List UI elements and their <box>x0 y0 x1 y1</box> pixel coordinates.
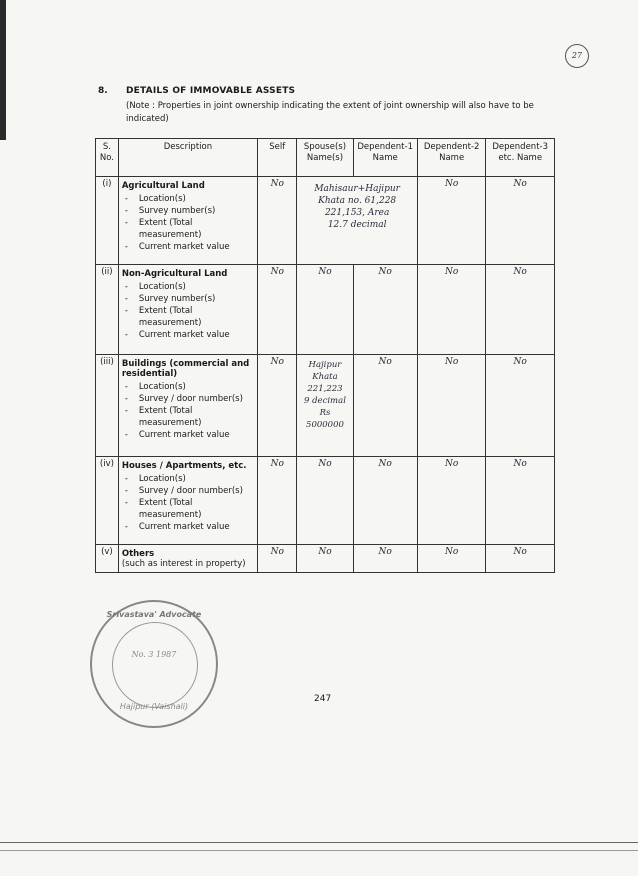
sub-item: - Current market value <box>122 521 254 533</box>
column-header: S. No. <box>96 139 119 177</box>
row-category: Buildings (commercial and residential) <box>121 359 250 379</box>
spouse-value: No <box>297 545 353 573</box>
table-row <box>96 355 555 457</box>
column-header: Dependent-1 Name <box>353 139 417 177</box>
immovable-assets-table <box>95 138 555 573</box>
row-description <box>118 177 257 265</box>
self-value: No <box>257 177 296 265</box>
dep2-value: No <box>417 545 486 573</box>
spouse-value <box>297 177 417 265</box>
handwritten-line: Khata no. 61,228 <box>318 196 397 206</box>
spouse-value: No <box>297 457 353 545</box>
row-category: Others <box>121 549 155 559</box>
section-number: 8. <box>98 86 108 96</box>
column-header: Self <box>257 139 296 177</box>
column-header: Description <box>118 139 257 177</box>
sub-item: - Location(s) <box>122 281 254 293</box>
column-header: Dependent-3 etc. Name <box>486 139 555 177</box>
row-description <box>118 457 257 545</box>
row-category: Agricultural Land <box>121 181 205 191</box>
sub-item: - Extent (Total measurement) <box>122 305 254 329</box>
handwritten-line: Hajipur <box>308 360 342 370</box>
divider <box>0 850 638 851</box>
page-corner-mark: 27 <box>565 44 589 68</box>
sub-item: - Location(s) <box>122 381 254 393</box>
dep2-value: No <box>417 265 486 355</box>
self-value: No <box>257 355 296 457</box>
row-description <box>118 355 257 457</box>
sub-item: - Survey / door number(s) <box>122 393 254 405</box>
row-number: (iii) <box>96 355 119 457</box>
sub-item: - Location(s) <box>122 193 254 205</box>
row-description <box>118 265 257 355</box>
sub-item: - Current market value <box>122 329 254 341</box>
spouse-value <box>297 355 353 457</box>
column-header: Dependent-2 Name <box>417 139 486 177</box>
dep2-value: No <box>417 355 486 457</box>
sub-item: - Extent (Total measurement) <box>122 405 254 429</box>
dep3-value: No <box>486 545 555 573</box>
table-header-row <box>96 139 555 177</box>
table-row <box>96 545 555 573</box>
row-number: (ii) <box>96 265 119 355</box>
stamp-bottom-text: Hajipur (Vaishali) <box>119 702 189 711</box>
sub-item: - Survey number(s) <box>122 293 254 305</box>
dep1-value: No <box>353 457 417 545</box>
handwritten-line: 9 decimal <box>304 396 346 406</box>
self-value: No <box>257 265 296 355</box>
stamp-inner-ring <box>112 622 198 708</box>
dep1-value: No <box>353 265 417 355</box>
dep3-value: No <box>486 355 555 457</box>
row-category-note: (such as interest in property) <box>121 559 246 569</box>
section-note: (Note : Properties in joint ownership indicating the extent of joint ownership will also have to be indicated) <box>126 101 534 124</box>
sub-item: - Extent (Total measurement) <box>122 497 254 521</box>
row-category: Non-Agricultural Land <box>121 269 228 279</box>
sub-item: - Survey / door number(s) <box>122 485 254 497</box>
sub-item: - Location(s) <box>122 473 254 485</box>
row-number: (i) <box>96 177 119 265</box>
dep1-value: No <box>353 355 417 457</box>
table-row <box>96 177 555 265</box>
dep3-value: No <box>486 457 555 545</box>
self-value: No <box>257 457 296 545</box>
row-number: (iv) <box>96 457 119 545</box>
scan-edge-shadow <box>0 0 6 140</box>
spouse-value: No <box>297 265 353 355</box>
dep1-value: No <box>353 545 417 573</box>
sub-item: - Current market value <box>122 429 254 441</box>
sub-item: - Current market value <box>122 241 254 253</box>
handwritten-line: Mahisaur+Hajipur <box>314 184 400 194</box>
row-number: (v) <box>96 545 119 573</box>
handwritten-line: 221,223 <box>307 384 343 394</box>
handwritten-line: 221,153, Area <box>324 208 390 218</box>
page-number: 247 <box>314 694 332 704</box>
table-row <box>96 265 555 355</box>
dep2-value: No <box>417 457 486 545</box>
stamp-mid-text: No. 3 1987 <box>131 650 177 659</box>
dep3-value: No <box>486 265 555 355</box>
dep3-value: No <box>486 177 555 265</box>
column-header: Spouse(s) Name(s) <box>297 139 353 177</box>
handwritten-line: 12.7 decimal <box>327 220 387 230</box>
divider <box>0 842 638 843</box>
table-row <box>96 457 555 545</box>
advocate-stamp <box>90 600 218 728</box>
row-description <box>118 545 257 573</box>
sub-item: - Survey number(s) <box>122 205 254 217</box>
handwritten-line: Khata <box>312 372 338 382</box>
self-value: No <box>257 545 296 573</box>
row-category: Houses / Apartments, etc. <box>121 461 247 471</box>
handwritten-line: Rs 5000000 <box>306 408 344 430</box>
stamp-ring-text: Srivastava' Advocate <box>106 610 202 619</box>
dep2-value: No <box>417 177 486 265</box>
sub-item: - Extent (Total measurement) <box>122 217 254 241</box>
section-title: DETAILS OF IMMOVABLE ASSETS <box>126 86 296 96</box>
